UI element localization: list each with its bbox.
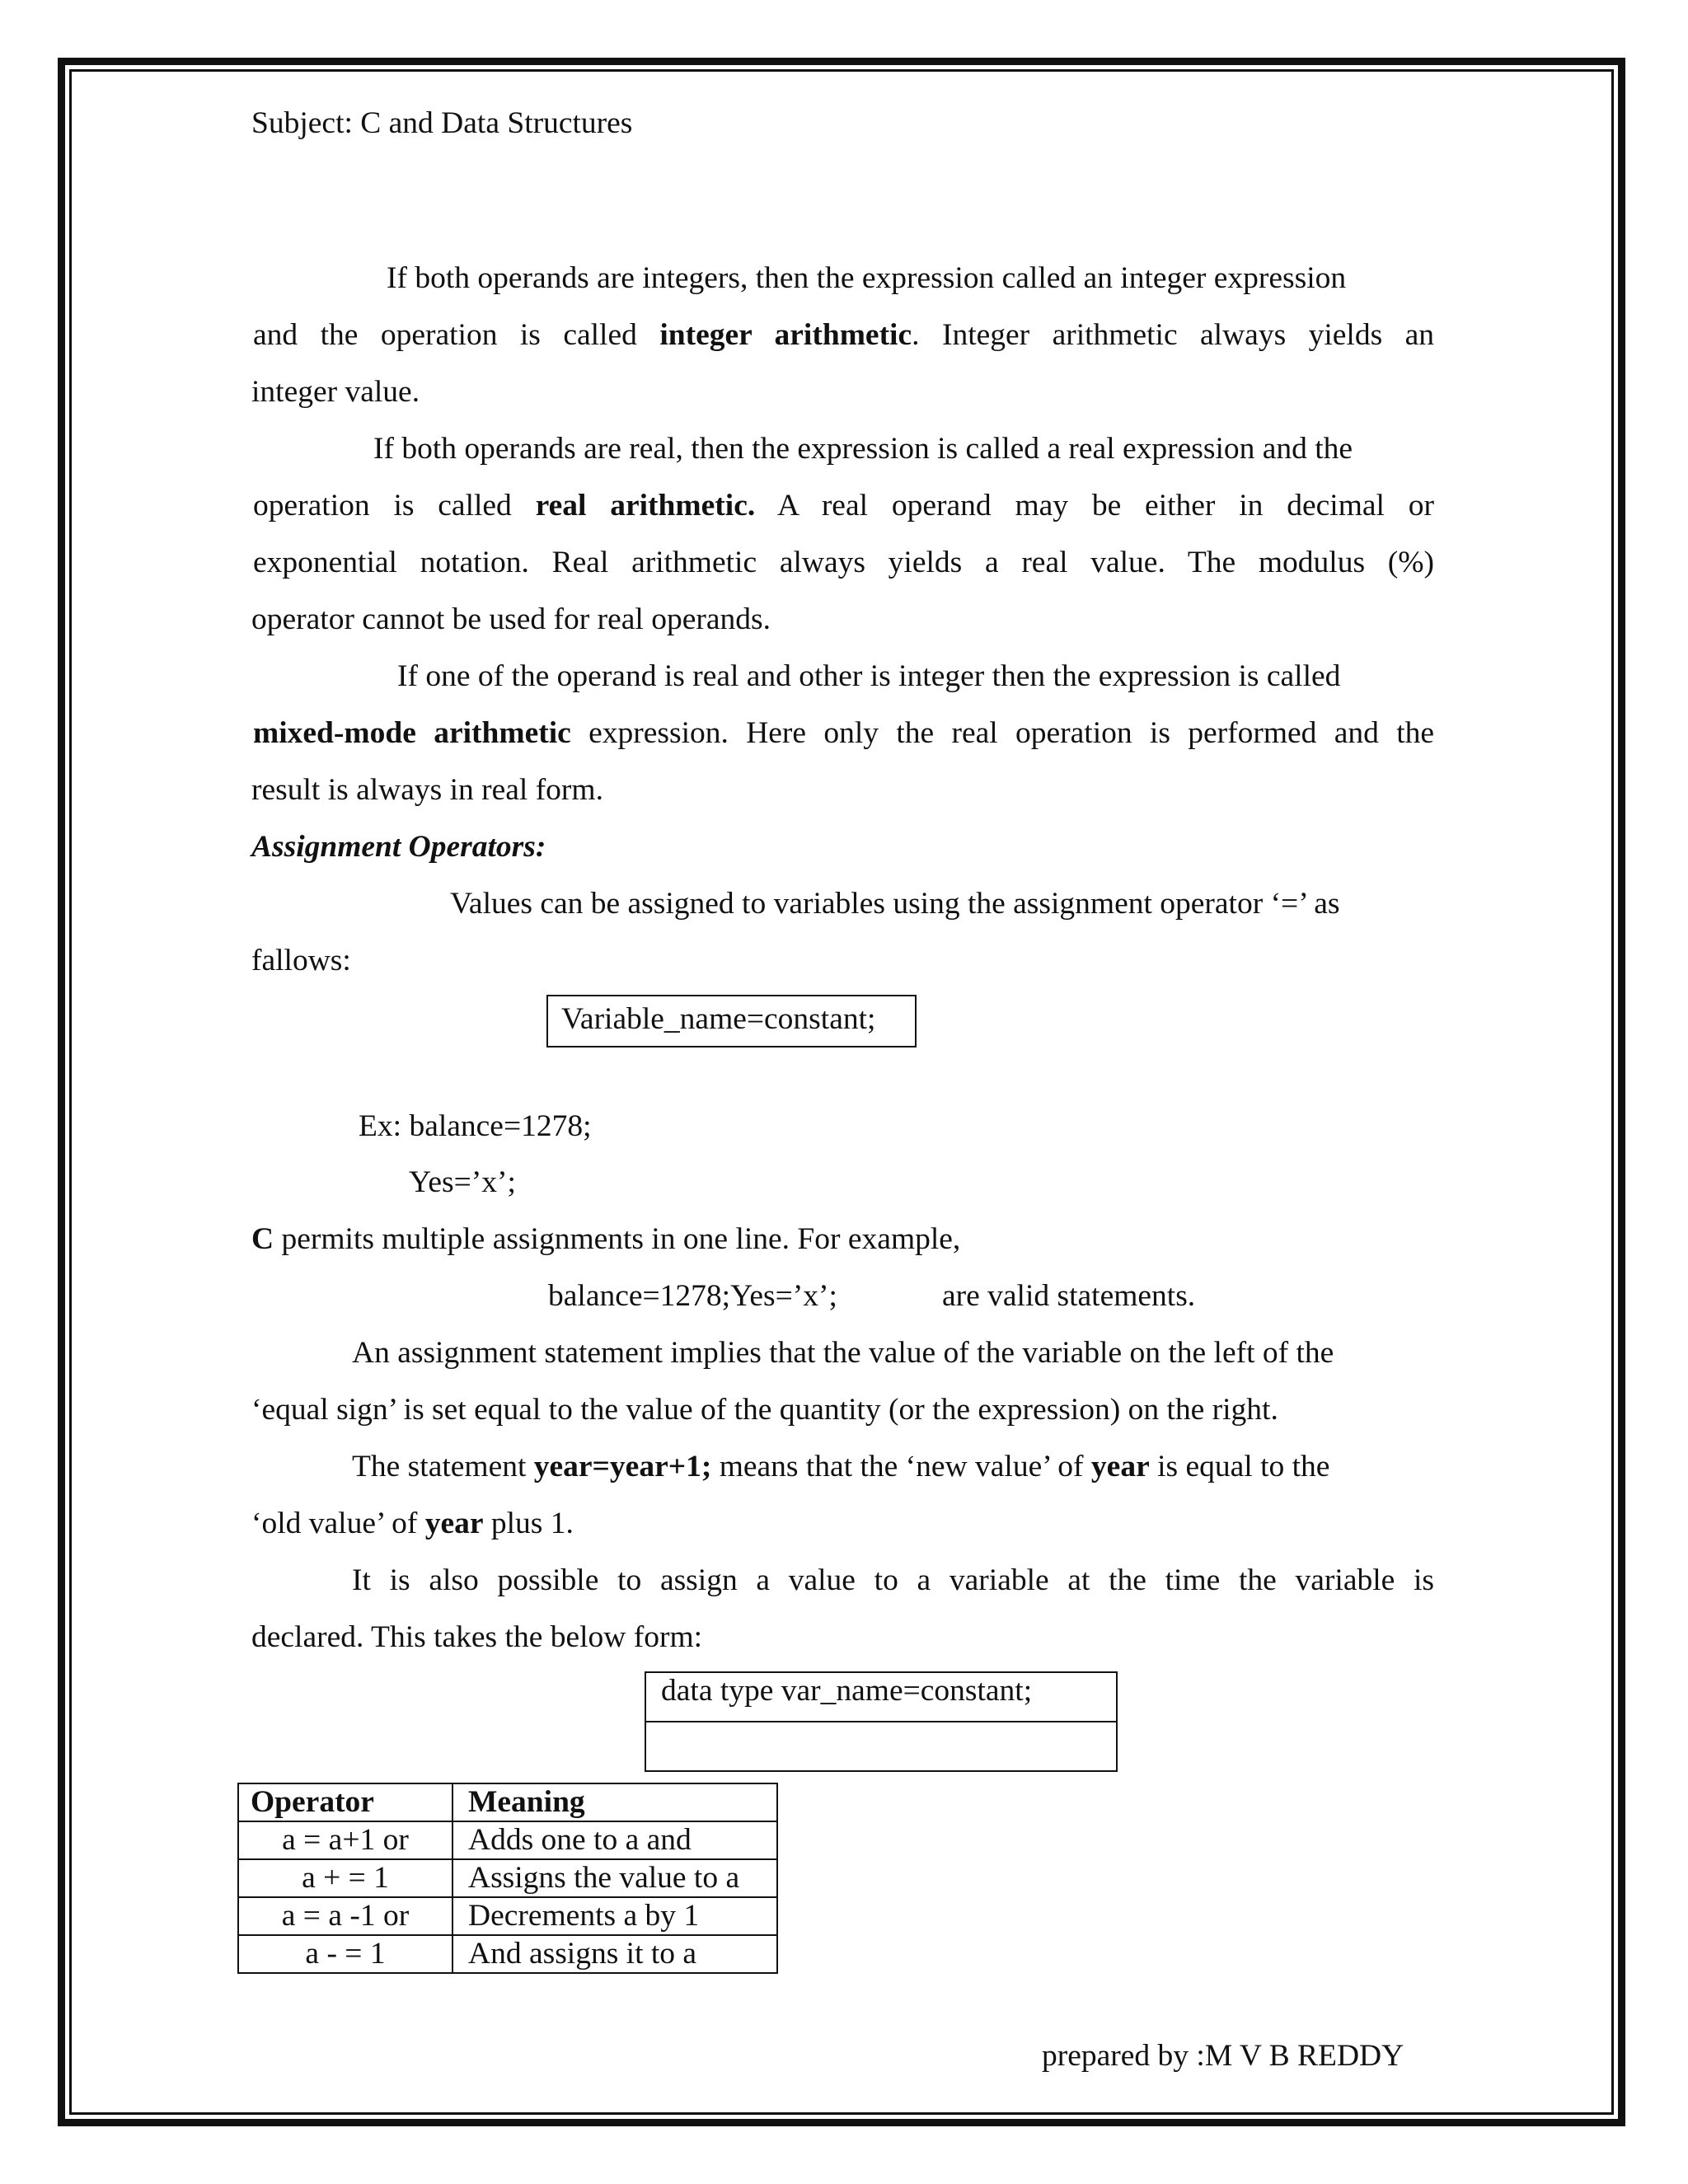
para3-line1: If one of the operand is real and other is integer then the expression is called xyxy=(397,659,1341,693)
para2-line4: operator cannot be used for real operands. xyxy=(251,602,771,636)
para1-line2: and the operation is called integer arithmetic. Integer arithmetic always yields an xyxy=(253,318,1435,352)
para2-line3: exponential notation. Real arithmetic always yields a real value. The modulus (%) xyxy=(253,546,1434,579)
table-cell-meaning: Assigns the value to a xyxy=(452,1859,777,1897)
footer-prepared-by: prepared by :M V B REDDY xyxy=(1042,2039,1404,2073)
para1-line3: integer value. xyxy=(251,375,420,409)
table-row xyxy=(238,1935,777,1973)
declare-line1: It is also possible to assign a value to a variable at the time the variable is xyxy=(352,1563,1434,1597)
para3-line2: mixed-mode arithmetic expression. Here only the real operation is performed and the xyxy=(253,716,1435,750)
term-mixed-mode-arithmetic: mixed-mode arithmetic xyxy=(253,716,571,750)
table-header-row xyxy=(238,1783,777,1821)
statement-line2: ‘equal sign’ is set equal to the value of the quantity (or the expression) on the right. xyxy=(251,1393,1278,1427)
operator-table xyxy=(237,1783,778,1974)
multi-assign-example: balance=1278;Yes=’x’; xyxy=(548,1279,837,1313)
multi-assign-line: C permits multiple assignments in one line. For example, xyxy=(251,1222,961,1256)
table-cell-meaning: And assigns it to a xyxy=(452,1935,777,1973)
table-row xyxy=(238,1859,777,1897)
example-line1: Ex: balance=1278; xyxy=(359,1109,592,1143)
table-cell-operator: a + = 1 xyxy=(238,1859,452,1897)
table-header-meaning: Meaning xyxy=(452,1783,777,1821)
para1-line1: If both operands are integers, then the expression called an integer expression xyxy=(387,261,1347,295)
table-cell-meaning: Decrements a by 1 xyxy=(452,1897,777,1935)
table-cell-operator: a = a+1 or xyxy=(238,1821,452,1859)
para2-line2: operation is called real arithmetic. A real operand may be either in decimal or xyxy=(253,489,1434,523)
term-real-arithmetic: real arithmetic. xyxy=(535,489,756,523)
subject-header: Subject: C and Data Structures xyxy=(251,106,633,140)
statement-line1: An assignment statement implies that the value of the variable on the left of the xyxy=(352,1336,1334,1370)
table-cell-meaning: Adds one to a and xyxy=(452,1821,777,1859)
table-header-operator: Operator xyxy=(238,1783,452,1821)
declaration-box-text: data type var_name=constant; xyxy=(661,1674,1033,1708)
year-line2: ‘old value’ of year plus 1. xyxy=(251,1507,574,1540)
para2-line1: If both operands are real, then the expression is called a real expression and the xyxy=(373,432,1353,466)
term-integer-arithmetic: integer arithmetic xyxy=(659,318,912,352)
syntax-box-text: Variable_name=constant; xyxy=(561,1002,876,1036)
example-line2: Yes=’x’; xyxy=(409,1165,516,1199)
multi-assign-valid: are valid statements. xyxy=(942,1279,1196,1313)
assignment-intro-line1: Values can be assigned to variables using the assignment operator ‘=’ as xyxy=(450,887,1340,921)
table-row xyxy=(238,1897,777,1935)
table-cell-operator: a = a -1 or xyxy=(238,1897,452,1935)
table-cell-operator: a - = 1 xyxy=(238,1935,452,1973)
declaration-box-divider xyxy=(645,1721,1118,1722)
para3-line3: result is always in real form. xyxy=(251,773,603,807)
section-heading-assignment-operators: Assignment Operators: xyxy=(251,830,546,864)
declare-line2: declared. This takes the below form: xyxy=(251,1620,703,1654)
year-line1: The statement year=year+1; means that the ‘new value’ of year is equal to the xyxy=(352,1450,1330,1483)
assignment-intro-line2: fallows: xyxy=(251,944,351,977)
table-row xyxy=(238,1821,777,1859)
